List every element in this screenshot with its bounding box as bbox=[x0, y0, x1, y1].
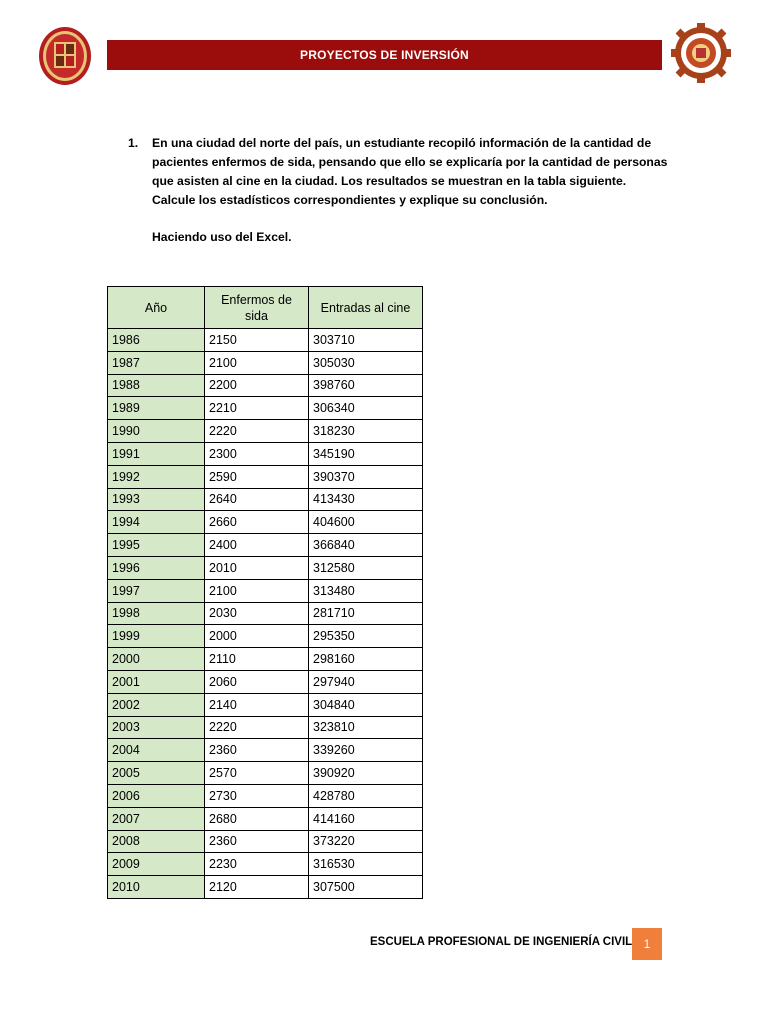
cell-year: 1995 bbox=[108, 534, 205, 557]
cell-patients: 2360 bbox=[205, 739, 309, 762]
cell-year: 1998 bbox=[108, 602, 205, 625]
cell-year: 2006 bbox=[108, 784, 205, 807]
cell-patients: 2220 bbox=[205, 420, 309, 443]
table-row bbox=[108, 807, 423, 830]
cell-year: 1990 bbox=[108, 420, 205, 443]
cell-patients: 2660 bbox=[205, 511, 309, 534]
cell-patients: 2230 bbox=[205, 853, 309, 876]
cell-cinema: 297940 bbox=[309, 670, 423, 693]
table-row bbox=[108, 739, 423, 762]
cell-year: 1986 bbox=[108, 329, 205, 352]
cell-cinema: 414160 bbox=[309, 807, 423, 830]
table-row bbox=[108, 397, 423, 420]
table-header-row bbox=[108, 287, 423, 329]
cell-cinema: 303710 bbox=[309, 329, 423, 352]
table-row bbox=[108, 329, 423, 352]
cell-patients: 2680 bbox=[205, 807, 309, 830]
cell-cinema: 323810 bbox=[309, 716, 423, 739]
cell-cinema: 312580 bbox=[309, 556, 423, 579]
cell-cinema: 306340 bbox=[309, 397, 423, 420]
cell-cinema: 316530 bbox=[309, 853, 423, 876]
cell-year: 2009 bbox=[108, 853, 205, 876]
cell-year: 2001 bbox=[108, 670, 205, 693]
instruction-text: Haciendo uso del Excel. bbox=[152, 230, 292, 244]
cell-year: 2000 bbox=[108, 648, 205, 671]
engineering-gear-logo-icon bbox=[670, 22, 732, 84]
table-row bbox=[108, 648, 423, 671]
cell-year: 1999 bbox=[108, 625, 205, 648]
cell-cinema: 404600 bbox=[309, 511, 423, 534]
table-row bbox=[108, 442, 423, 465]
cell-cinema: 295350 bbox=[309, 625, 423, 648]
table-body bbox=[108, 329, 423, 899]
page-header-title: PROYECTOS DE INVERSIÓN bbox=[107, 40, 662, 70]
cell-patients: 2120 bbox=[205, 876, 309, 899]
cell-patients: 2000 bbox=[205, 625, 309, 648]
cell-patients: 2300 bbox=[205, 442, 309, 465]
table-row bbox=[108, 579, 423, 602]
data-table bbox=[107, 286, 423, 899]
footer-school-name: ESCUELA PROFESIONAL DE INGENIERÍA CIVIL bbox=[370, 936, 633, 948]
cell-year: 2002 bbox=[108, 693, 205, 716]
table-row bbox=[108, 876, 423, 899]
cell-year: 2003 bbox=[108, 716, 205, 739]
cell-patients: 2590 bbox=[205, 465, 309, 488]
cell-year: 2005 bbox=[108, 762, 205, 785]
table-row bbox=[108, 465, 423, 488]
table-row bbox=[108, 534, 423, 557]
cell-cinema: 305030 bbox=[309, 351, 423, 374]
cell-year: 2008 bbox=[108, 830, 205, 853]
cell-patients: 2210 bbox=[205, 397, 309, 420]
cell-year: 1992 bbox=[108, 465, 205, 488]
cell-cinema: 390370 bbox=[309, 465, 423, 488]
cell-cinema: 413430 bbox=[309, 488, 423, 511]
cell-patients: 2150 bbox=[205, 329, 309, 352]
cell-patients: 2200 bbox=[205, 374, 309, 397]
table-row bbox=[108, 556, 423, 579]
cell-cinema: 318230 bbox=[309, 420, 423, 443]
cell-cinema: 345190 bbox=[309, 442, 423, 465]
cell-patients: 2100 bbox=[205, 579, 309, 602]
university-seal-icon bbox=[38, 26, 92, 86]
cell-patients: 2010 bbox=[205, 556, 309, 579]
cell-patients: 2100 bbox=[205, 351, 309, 374]
cell-patients: 2140 bbox=[205, 693, 309, 716]
table-row bbox=[108, 602, 423, 625]
cell-year: 1991 bbox=[108, 442, 205, 465]
table-row bbox=[108, 625, 423, 648]
cell-cinema: 339260 bbox=[309, 739, 423, 762]
cell-year: 1989 bbox=[108, 397, 205, 420]
cell-year: 1994 bbox=[108, 511, 205, 534]
table-row bbox=[108, 420, 423, 443]
cell-patients: 2400 bbox=[205, 534, 309, 557]
table-row bbox=[108, 830, 423, 853]
cell-cinema: 298160 bbox=[309, 648, 423, 671]
cell-cinema: 428780 bbox=[309, 784, 423, 807]
cell-cinema: 313480 bbox=[309, 579, 423, 602]
question-text: En una ciudad del norte del país, un estudiante recopiló información de la cantidad de pacientes enfermos de sida, pensando que ello se explicaría por la cantidad de personas que asisten al cine en la ciudad. Los resultados se muestran en la tabla siguiente. Calcule los estadísticos correspondientes y explique su conclusión. bbox=[152, 136, 668, 207]
cell-year: 2004 bbox=[108, 739, 205, 762]
cell-cinema: 281710 bbox=[309, 602, 423, 625]
column-header-patients: Enfermos de sida bbox=[205, 287, 309, 329]
table-row bbox=[108, 784, 423, 807]
page-number: 1 bbox=[632, 928, 662, 960]
table-row bbox=[108, 511, 423, 534]
table-row bbox=[108, 716, 423, 739]
cell-patients: 2030 bbox=[205, 602, 309, 625]
table-row bbox=[108, 374, 423, 397]
cell-patients: 2110 bbox=[205, 648, 309, 671]
cell-cinema: 390920 bbox=[309, 762, 423, 785]
cell-cinema: 373220 bbox=[309, 830, 423, 853]
cell-year: 1996 bbox=[108, 556, 205, 579]
cell-year: 1987 bbox=[108, 351, 205, 374]
cell-patients: 2730 bbox=[205, 784, 309, 807]
column-header-cinema: Entradas al cine bbox=[309, 287, 423, 329]
cell-year: 1997 bbox=[108, 579, 205, 602]
cell-patients: 2220 bbox=[205, 716, 309, 739]
cell-patients: 2060 bbox=[205, 670, 309, 693]
cell-patients: 2640 bbox=[205, 488, 309, 511]
table-row bbox=[108, 853, 423, 876]
question-number: 1. bbox=[128, 136, 139, 150]
column-header-year: Año bbox=[108, 287, 205, 329]
table-row bbox=[108, 488, 423, 511]
cell-patients: 2570 bbox=[205, 762, 309, 785]
table-row bbox=[108, 351, 423, 374]
table-row bbox=[108, 693, 423, 716]
cell-cinema: 307500 bbox=[309, 876, 423, 899]
cell-year: 1993 bbox=[108, 488, 205, 511]
cell-patients: 2360 bbox=[205, 830, 309, 853]
table-row bbox=[108, 762, 423, 785]
cell-cinema: 366840 bbox=[309, 534, 423, 557]
cell-year: 2007 bbox=[108, 807, 205, 830]
cell-cinema: 304840 bbox=[309, 693, 423, 716]
question-1 bbox=[128, 134, 668, 210]
cell-year: 1988 bbox=[108, 374, 205, 397]
cell-cinema: 398760 bbox=[309, 374, 423, 397]
cell-year: 2010 bbox=[108, 876, 205, 899]
table-row bbox=[108, 670, 423, 693]
